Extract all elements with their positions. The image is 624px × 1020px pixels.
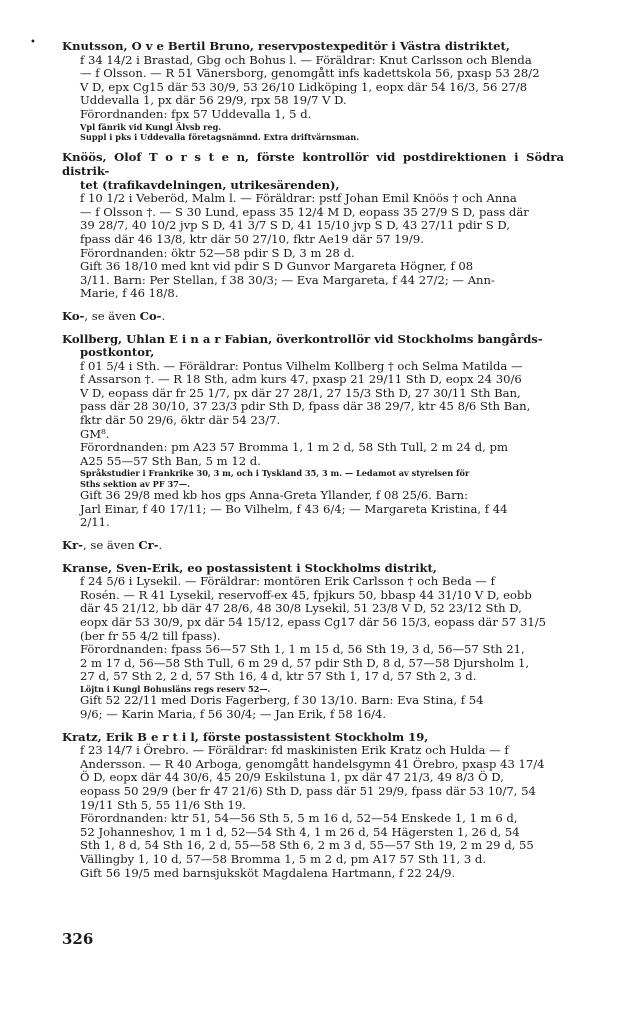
entry-line: f Assarson †. — R 18 Sth, adm kurs 47, pxasp 21 29/11 Sth D, eopx 24 30/6 [80, 372, 522, 387]
entry-line: Rosén. — R 41 Lysekil, reservoff-ex 45, fpjkurs 50, bbasp 44 31/10 V D, eobb [80, 587, 532, 602]
entry-line: Gift 56 19/5 med barnsjuksköt Magdalena Hartmann, f 22 24/9. [80, 865, 456, 880]
entry-head: Knutsson, O v e Bertil Bruno, reservpostexpeditör i Västra distriktet, [62, 39, 510, 53]
cross-ref-target: Cr- [138, 538, 159, 553]
entry-line: Andersson. — R 40 Arboga, genomgått handelsgymn 41 Örebro, pxasp 43 17/4 [80, 756, 545, 771]
entry-head-continuation: postkontor, [80, 345, 155, 360]
entry-line: Förordnanden: fpass 56—57 Sth 1, 1 m 15 d, 56 Sth 19, 3 d, 56—57 Sth 21, [80, 642, 525, 657]
entry-line: fktr där 50 29/6, öktr där 54 23/7. [80, 413, 281, 428]
entry-line: eopx där 53 30/9, px där 54 15/12, epass Cg17 där 56 15/3, eopass där 57 31/5 [80, 615, 547, 629]
entry-line: fpass där 46 13/8, ktr där 50 27/10, fktr Ae19 där 57 19/9. [80, 231, 424, 246]
entry-line: 2 m 17 d, 56—58 Sth Tull, 6 m 29 d, 57 pdir Sth D, 8 d, 57—58 Djursholm 1, [80, 655, 530, 670]
entry-kratz [62, 731, 564, 881]
cross-ref-term: Ko- [62, 308, 85, 323]
document-page [62, 40, 564, 889]
entry-line: — f Olsson †. — S 30 Lund, epass 35 12/4 M D, eopass 35 27/9 S D, pass där [80, 204, 529, 219]
entry-note: Vpl fänrik vid Kungl Älvsb reg. [80, 121, 222, 132]
entry-head: Kratz, Erik B e r t i l, förste postassistent Stockholm 19, [62, 729, 429, 744]
cross-reference [62, 310, 564, 324]
entry-line: f 10 1/2 i Veberöd, Malm l. — Föräldrar: pstf Johan Emil Knöös † och Anna [80, 191, 517, 206]
entry-line: f 23 14/7 i Örebro. — Föräldrar: fd maskinisten Erik Kratz och Hulda — f [80, 743, 509, 758]
cross-ref-term: Kr- [62, 538, 83, 553]
entry-head: Kranse, Sven-Erik, eo postassistent i Stockholms distrikt, [62, 560, 437, 575]
entry-kollberg [62, 333, 564, 531]
entry-line: Förordnanden: öktr 52—58 pdir S D, 3 m 28 d. [80, 245, 355, 260]
entry-line: Förordnanden: pm A23 57 Bromma 1, 1 m 2 d, 58 Sth Tull, 2 m 24 d, pm [80, 440, 508, 455]
entry-line: Förordnanden: fpx 57 Uddevalla 1, 5 d. [80, 106, 312, 121]
entry-knoos [62, 151, 564, 301]
entry-line: Marie, f 46 18/8. [80, 286, 179, 301]
entry-line: 27 d, 57 Sth 2, 2 d, 57 Sth 16, 4 d, ktr 57 Sth 1, 17 d, 57 Sth 2, 3 d. [80, 669, 477, 684]
entry-note: Sths sektion av PF 37—. [80, 478, 190, 489]
entry-line: f 24 5/6 i Lysekil. — Föräldrar: montören Erik Carlsson † och Beda — f [80, 574, 495, 589]
entry-line: GM⁸. [80, 426, 110, 441]
entry-line: A25 55—57 Sth Ban, 5 m 12 d. [80, 453, 261, 468]
entry-line: f 01 5/4 i Sth. — Föräldrar: Pontus Vilhelm Kollberg † och Selma Matilda — [80, 358, 523, 373]
entry-line: eopass 50 29/9 (ber fr 47 21/6) Sth D, pass där 51 29/9, fpass där 53 10/7, 54 [80, 783, 536, 798]
entry-line: V D, eopass där fr 25 1/7, px där 27 28/1, 27 15/3 Sth D, 27 30/11 Sth Ban, [80, 385, 521, 400]
cross-ref-end: . [161, 308, 166, 323]
entry-line: (ber fr 55 4/2 till fpass). [80, 628, 221, 643]
entry-line: 19/11 Sth 5, 55 11/6 Sth 19. [80, 797, 246, 812]
entry-line: pass där 28 30/10, 37 23/3 pdir Sth D, fpass där 38 29/7, ktr 45 8/6 Sth Ban, [80, 399, 531, 414]
entry-line: 52 Johanneshov, 1 m 1 d, 52—54 Sth 4, 1 m 26 d, 54 Hägersten 1, 26 d, 54 [80, 824, 520, 839]
entry-knutsson [62, 40, 564, 142]
entry-line: Uddevalla 1, px där 56 29/9, rpx 58 19/7 V D. [80, 93, 347, 108]
entry-line: Gift 36 18/10 med knt vid pdir S D Gunvor Margareta Högner, f 08 [80, 259, 474, 274]
entry-head-continuation: tet (trafikavdelningen, utrikesärenden), [80, 177, 340, 192]
cross-ref-text: , se även [83, 538, 139, 553]
entry-line: Gift 36 29/8 med kb hos gps Anna-Greta Yllander, f 08 25/6. Barn: [80, 488, 469, 503]
entry-line: 9/6; — Karin Maria, f 56 30/4; — Jan Erik, f 58 16/4. [80, 706, 387, 721]
entry-head: Knöös, Olof T o r s t e n, förste kontrollör vid postdirektionen i Södra distrik- [62, 150, 564, 178]
cross-ref-end: . [158, 538, 163, 553]
entry-note: Språkstudier i Frankrike 30, 3 m, och i Tyskland 35, 3 m. — Ledamot av styrelsen för [80, 468, 470, 479]
entry-line: 39 28/7, 40 10/2 jvp S D, 41 3/7 S D, 41 15/10 jvp S D, 43 27/11 pdir S D, [80, 218, 510, 233]
cross-reference [62, 539, 564, 553]
cross-ref-text: , se även [84, 308, 140, 323]
entry-line: 2/11. [80, 515, 110, 530]
entry-line: 3/11. Barn: Per Stellan, f 38 30/3; — Eva Margareta, f 44 27/2; — Ann- [80, 272, 495, 287]
entry-note: Suppl i pks i Uddevalla företagsnämnd. Extra driftvärnsman. [80, 131, 360, 142]
entry-line: Ö D, eopx där 44 30/6, 45 20/9 Eskilstuna 1, px där 47 21/3, 49 8/3 Ö D, [80, 770, 504, 785]
entry-line: Sth 1, 8 d, 54 Sth 16, 2 d, 55—58 Sth 6, 2 m 3 d, 55—57 Sth 19, 2 m 29 d, 55 [80, 838, 534, 853]
entry-line: där 45 21/12, bb där 47 28/6, 48 30/8 Lysekil, 51 23/8 V D, 52 23/12 Sth D, [80, 601, 522, 616]
entry-line: Förordnanden: ktr 51, 54—56 Sth 5, 5 m 16 d, 52—54 Enskede 1, 1 m 6 d, [80, 811, 518, 826]
page-number: 326 [62, 930, 94, 948]
entry-line: Vällingby 1, 10 d, 57—58 Bromma 1, 5 m 2 d, pm A17 57 Sth 11, 3 d. [80, 851, 487, 866]
entry-line: Gift 52 22/11 med Doris Fagerberg, f 30 13/10. Barn: Eva Stina, f 54 [80, 693, 484, 708]
entry-kranse [62, 562, 564, 722]
entry-line: f 34 14/2 i Brastad, Gbg och Bohus l. — Föräldrar: Knut Carlsson och Blenda [80, 52, 532, 67]
margin-dot: • [30, 37, 36, 48]
entry-line: V D, epx Cg15 där 53 30/9, 53 26/10 Lidköping 1, eopx där 54 16/3, 56 27/8 [80, 79, 528, 94]
entry-line: — f Olsson. — R 51 Vänersborg, genomgått infs kadettskola 56, pxasp 53 28/2 [80, 66, 540, 81]
entry-line: Jarl Einar, f 40 17/11; — Bo Vilhelm, f 43 6/4; — Margareta Kristina, f 44 [80, 501, 508, 516]
entry-note: Löjtn i Kungl Bohusläns regs reserv 52—. [80, 683, 271, 694]
entry-head: Kollberg, Uhlan E i n a r Fabian, överkontrollör vid Stockholms bangårds- [62, 331, 543, 346]
cross-ref-target: Co- [139, 308, 162, 323]
